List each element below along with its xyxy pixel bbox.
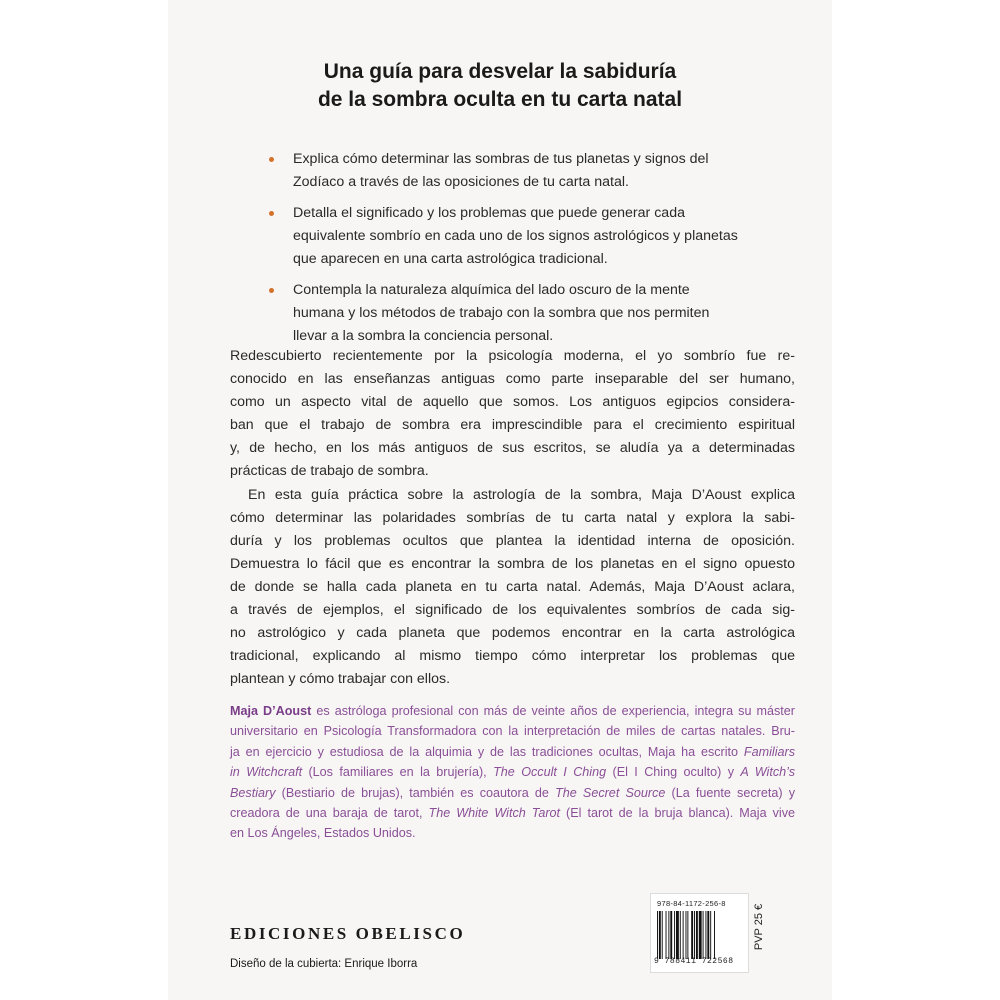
book-title: The Occult I Ching [493, 765, 607, 780]
book-title: The Secret Source [555, 785, 666, 800]
body-line: duría y los problemas ocultos que plantea la identidad interna de oposición. [230, 532, 795, 549]
bio-line: Maja D’Aoust es astróloga profesional con más de veinte años de experiencia, integra su máster [230, 704, 795, 718]
book-title: The White Witch Tarot [428, 806, 561, 821]
bio-line: universitario en Psicología Transformadora con la interpretación de miles de cartas natales. Bru- [230, 724, 795, 739]
book-tagline [200, 58, 800, 114]
book-title: in Witchcraft [230, 765, 303, 780]
bio-line: ja en ejercicio y estudiosa de la alquimia y de las tradiciones ocultas, Maja ha escrito Familiars [230, 744, 795, 759]
body-line: cómo determinar las polaridades sombrías de tu carta natal y explora la sabi- [230, 509, 795, 526]
bio-line: Bestiary (Bestiario de brujas), también es coautora de The Secret Source (La fuente secreta) y [230, 785, 795, 800]
ean-digits: 9 788411 722568 [654, 957, 734, 966]
feature-item [263, 279, 793, 348]
body-line: ban que el trabajo de sombra era imprescindible para el crecimiento espiritual [230, 417, 795, 434]
body-line: Redescubierto recientemente por la psicología moderna, el yo sombrío fue re- [230, 348, 795, 364]
synopsis-paragraph-2 [230, 484, 795, 692]
synopsis-paragraph-1 [230, 345, 795, 484]
feature-line: equivalente sombrío en cada uno de los signos astrológicos y planetas [293, 228, 738, 244]
feature-line: que aparecen en una carta astrológica tradicional. [293, 251, 608, 267]
feature-item [263, 148, 793, 194]
feature-item [263, 202, 793, 271]
feature-line: llevar a la sombra la conciencia personal. [293, 328, 554, 344]
feature-list [263, 148, 793, 356]
book-title: Familiars [743, 744, 795, 759]
author-bio [230, 701, 795, 844]
bio-line: creadora de una baraja de tarot, The White Witch Tarot (El tarot de la bruja blanca). Maja vive [230, 806, 795, 821]
body-line: a través de ejemplos, el significado de los equivalentes sombríos de cada sig- [230, 602, 795, 619]
bullet-dot-icon [269, 211, 274, 216]
author-name: Maja D’Aoust [230, 704, 312, 718]
body-line: Demuestra lo fácil que es encontrar la sombra de los planetas en el signo opuesto [230, 555, 795, 572]
body-line: plantean y cómo trabajar con ellos. [230, 671, 451, 688]
book-title: A Witch’s [740, 765, 795, 780]
price-label: PVP 25 € [753, 903, 766, 951]
body-line: En esta guía práctica sobre la astrología de la sombra, Maja D’Aoust explica [248, 486, 795, 503]
feature-line: humana y los métodos de trabajo con la sombra que nos permiten [293, 305, 710, 321]
body-line: no astrológico y cada planeta que podemos encontrar en la carta astrológica [230, 625, 795, 642]
feature-line: Zodíaco a través de las oposiciones de tu carta natal. [293, 174, 629, 190]
body-line: como un aspecto vital de aquello que somos. Los antiguos egipcios considera- [230, 394, 795, 411]
synopsis [230, 345, 795, 691]
body-line: de donde se halla cada planeta en tu carta natal. Además, Maja D’Aoust aclara, [230, 578, 795, 595]
bio-line: in Witchcraft (Los familiares en la brujería), The Occult I Ching (El I Ching oculto) y A Witch’s [230, 765, 795, 780]
tagline-line-1: Una guía para desvelar la sabiduría [323, 60, 677, 83]
publisher-name: EDICIONES OBELISCO [230, 924, 466, 943]
bio-line: en Los Ángeles, Estados Unidos. [230, 826, 416, 841]
bullet-dot-icon [269, 157, 274, 162]
body-line: conocido en las enseñanzas antiguas como parte inseparable del ser humano, [230, 371, 795, 388]
feature-line: Explica cómo determinar las sombras de tus planetas y signos del [293, 151, 709, 167]
isbn-text: 978-84-1172-256-8 [657, 899, 726, 908]
tagline-line-2: de la sombra oculta en tu carta natal [317, 88, 683, 111]
cover-design-credit: Diseño de la cubierta: Enrique Iborra [230, 958, 418, 970]
body-line: tradicional, explicando al mismo tiempo cómo interpretar los problemas que [230, 648, 795, 665]
body-line: prácticas de trabajo de sombra. [230, 463, 429, 480]
bullet-dot-icon [269, 288, 274, 293]
feature-line: Contempla la naturaleza alquímica del lado oscuro de la mente [293, 282, 690, 298]
body-line: y, de hecho, en los más antiguos de sus escritos, se aludía ya a determinadas [230, 440, 795, 457]
isbn-barcode [650, 893, 749, 973]
book-title: Bestiary [230, 785, 276, 800]
feature-line: Detalla el significado y los problemas que puede generar cada [293, 205, 685, 221]
barcode-icon [657, 911, 737, 959]
